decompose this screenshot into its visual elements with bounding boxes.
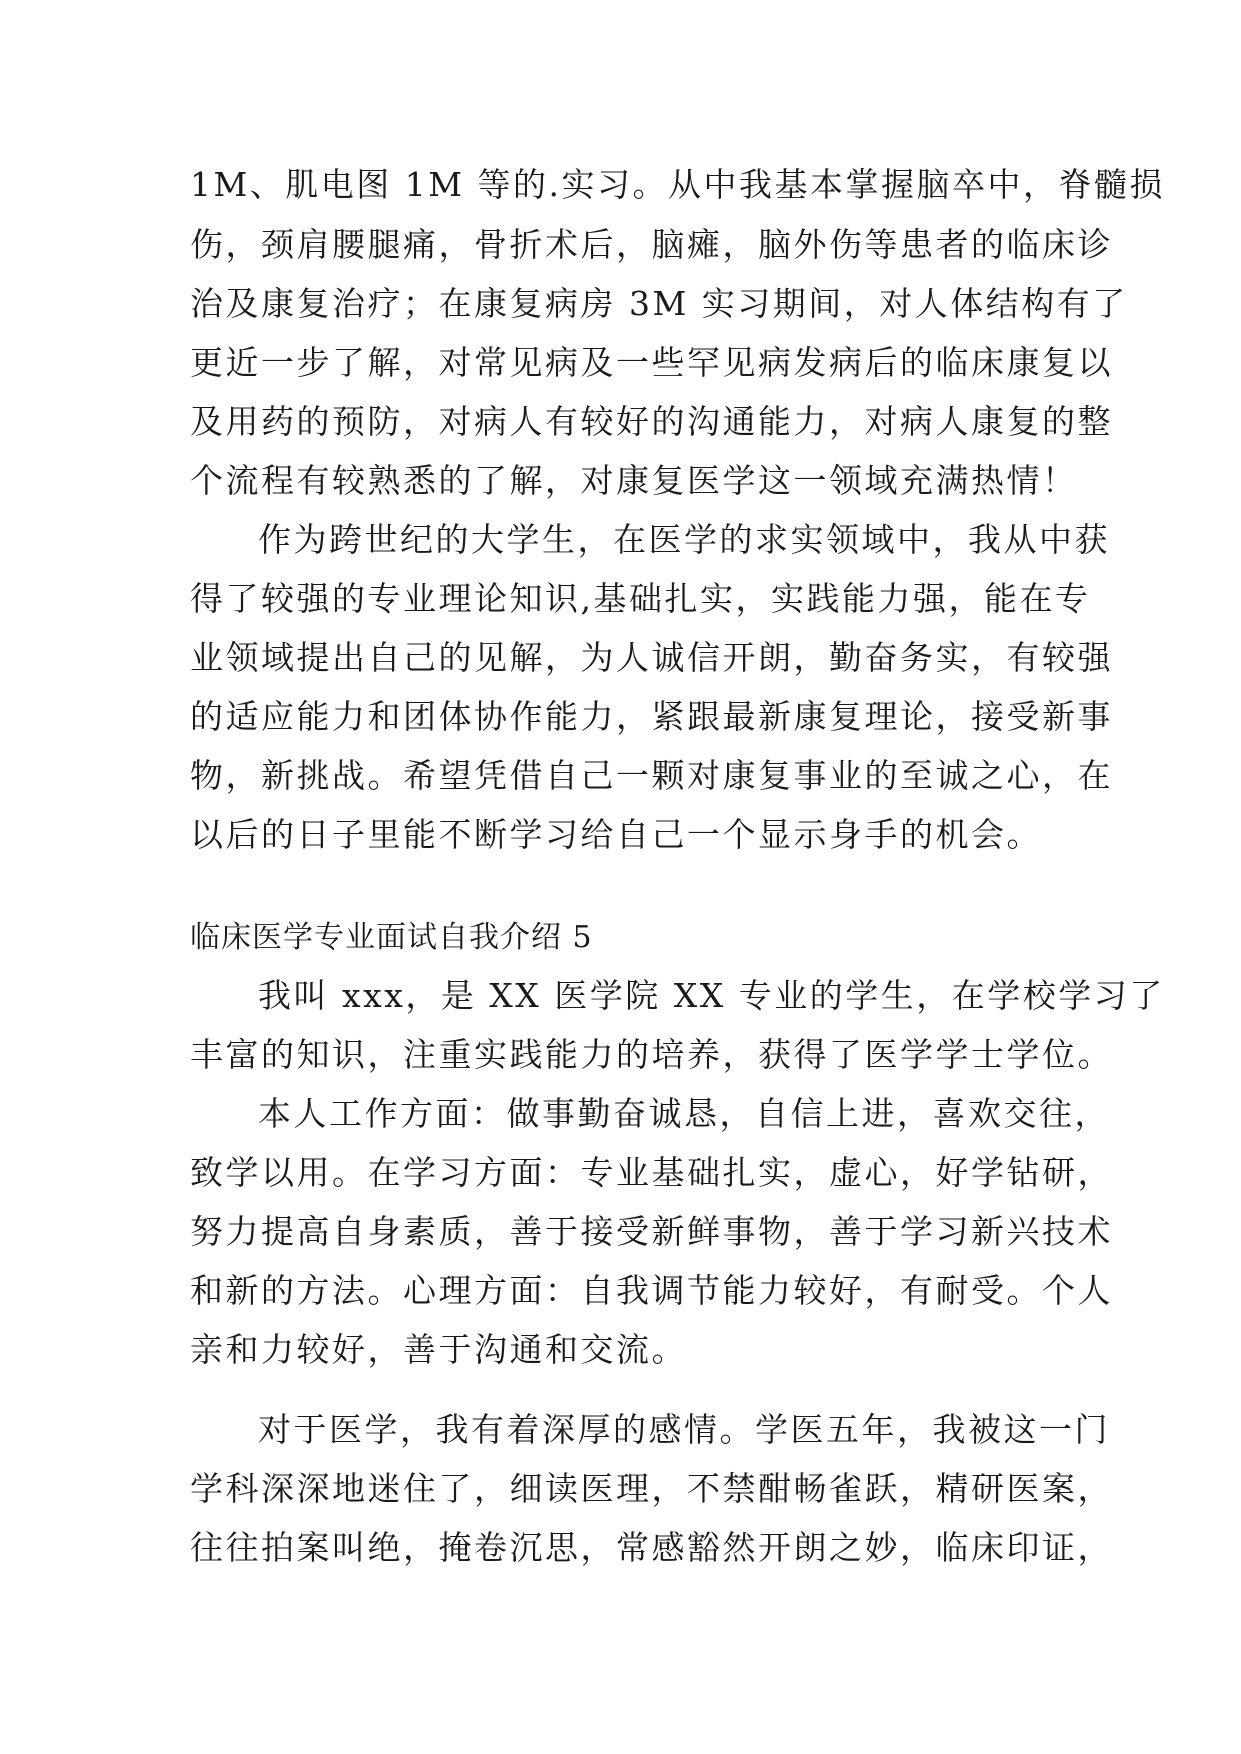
paragraph-line: 个流程有较熟悉的了解，对康复医学这一领域充满热情！ [190,461,1078,500]
paragraph-line: 以后的日子里能不断学习给自己一个显示身手的机会。 [190,815,1042,854]
paragraph-line: 致学以用。在学习方面：专业基础扎实，虚心，好学钻研， [190,1153,1113,1192]
section-heading: 临床医学专业面试自我介绍 5 [190,920,593,955]
paragraph-line: 本人工作方面：做事勤奋诚恳，自信上进，喜欢交往， [258,1094,1110,1133]
paragraph-line: 物，新挑战。希望凭借自己一颗对康复事业的至诚之心，在 [190,756,1113,795]
paragraph-line: 学科深深地迷住了，细读医理，不禁酣畅雀跃，精研医案， [190,1469,1113,1508]
paragraph-line: 作为跨世纪的大学生，在医学的求实领域中，我从中获 [258,520,1110,559]
paragraph-line: 的适应能力和团体协作能力，紧跟最新康复理论，接受新事 [190,697,1113,736]
paragraph-line: 伤，颈肩腰腿痛，骨折术后，脑瘫，脑外伤等患者的临床诊 [190,225,1113,264]
paragraph-line: 及用药的预防，对病人有较好的沟通能力，对病人康复的整 [190,402,1113,441]
paragraph-line: 更近一步了解，对常见病及一些罕见病发病后的临床康复以 [190,343,1113,382]
paragraph-line: 1M、肌电图 1M 等的.实习。从中我基本掌握脑卒中，脊髓损 [190,165,1166,204]
paragraph-line: 我叫 xxx，是 XX 医学院 XX 专业的学生，在学校学习了 [258,976,1165,1015]
paragraph-line: 治及康复治疗；在康复病房 3M 实习期间，对人体结构有了 [190,284,1128,323]
paragraph-line: 丰富的知识，注重实践能力的培养，获得了医学学士学位。 [190,1035,1113,1074]
paragraph-line: 得了较强的专业理论知识,基础扎实，实践能力强，能在专 [190,579,1091,618]
paragraph-line: 对于医学，我有着深厚的感情。学医五年，我被这一门 [258,1410,1110,1449]
paragraph-line: 亲和力较好，善于沟通和交流。 [190,1330,687,1369]
paragraph-line: 往往拍案叫绝，掩卷沉思，常感豁然开朗之妙，临床印证， [190,1528,1113,1567]
paragraph-line: 和新的方法。心理方面：自我调节能力较好，有耐受。个人 [190,1271,1113,1310]
paragraph-line: 业领域提出自己的见解，为人诚信开朗，勤奋务实，有较强 [190,638,1113,677]
paragraph-line: 努力提高自身素质，善于接受新鲜事物，善于学习新兴技术 [190,1212,1113,1251]
